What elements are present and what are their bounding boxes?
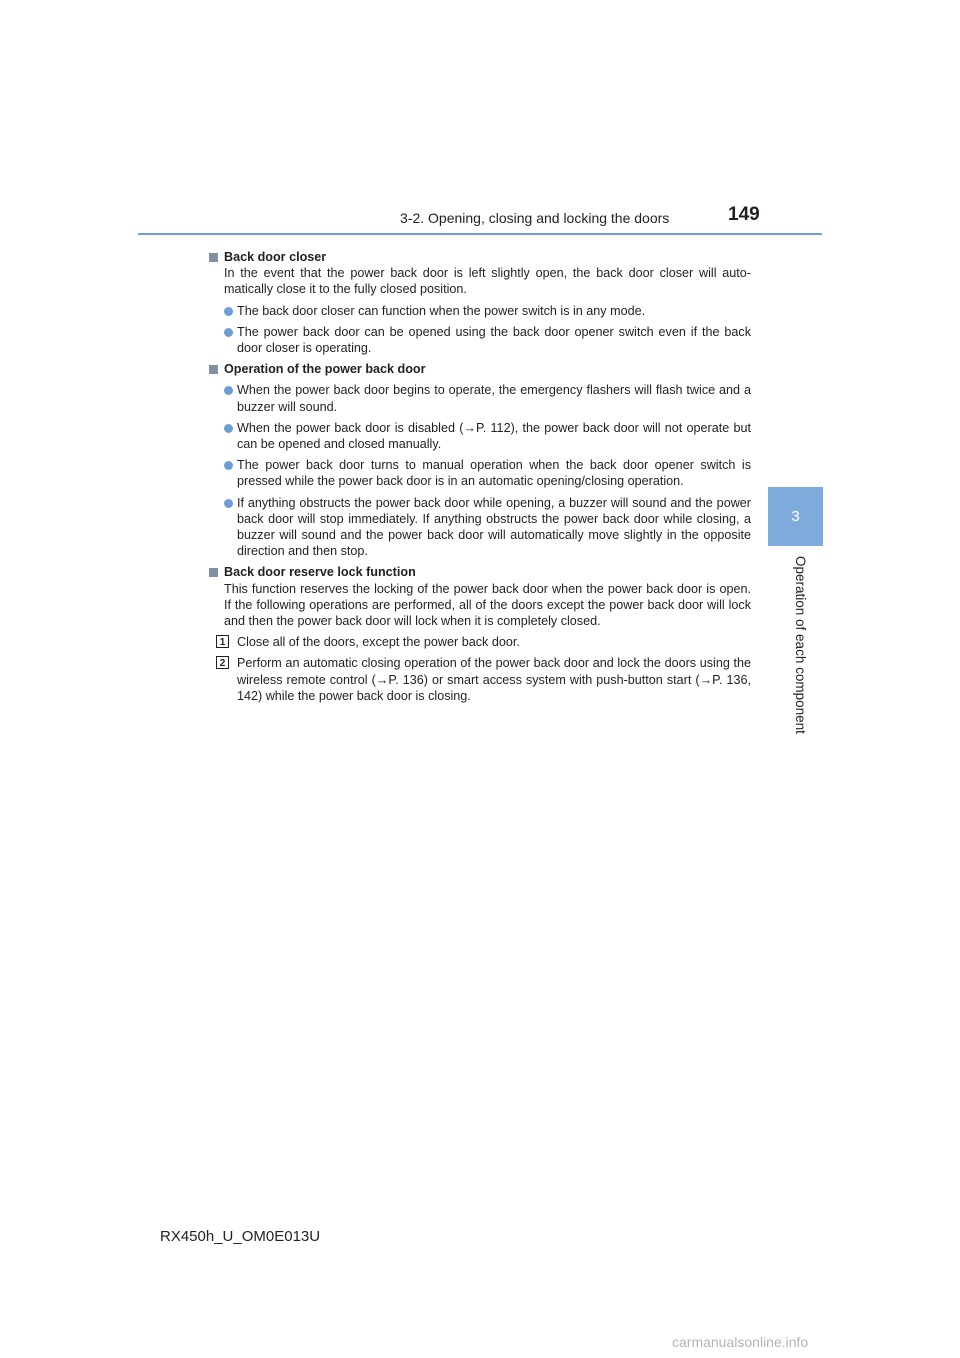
step-item: 2 Perform an automatic closing operation of the power back door and lock the doors using the wireless remote control (→P. 136) or smart access system with push-button start (→P. 136, 142) while the power back door is closing. xyxy=(208,655,751,704)
section-heading: Back door closer xyxy=(208,249,751,265)
list-item: When the power back door is disabled (→P. 112), the power back door will not operate but can be opened and closed manually. xyxy=(208,420,751,452)
list-item: When the power back door begins to operate, the emergency flashers will flash twice and a buzzer will sound. xyxy=(208,382,751,414)
step-number: 1 xyxy=(216,635,229,648)
section-intro: This function reserves the locking of the power back door when the power back door is open. If the following operations are performed, all of the doors except the power back door will lock and then the power back door will lock when it is completely closed. xyxy=(224,581,751,629)
section-intro: In the event that the power back door is left slightly open, the back door closer will auto-matically close it to the fully closed position. xyxy=(224,266,751,297)
step-number: 2 xyxy=(216,656,229,669)
chapter-title: Operation of each component xyxy=(793,556,808,734)
page-number: 149 xyxy=(728,204,760,225)
section-title: 3-2. Opening, closing and locking the doors xyxy=(400,210,670,226)
circle-bullet-icon xyxy=(224,328,233,337)
step-item: 1 Close all of the doors, except the power back door. xyxy=(208,634,751,650)
chapter-tab: 3 xyxy=(768,487,823,546)
document-code: RX450h_U_OM0E013U xyxy=(160,1228,321,1245)
circle-bullet-icon xyxy=(224,424,233,433)
square-bullet-icon xyxy=(209,568,218,577)
page-header xyxy=(138,200,822,235)
circle-bullet-icon xyxy=(224,386,233,395)
main-content xyxy=(208,244,751,704)
list-item: The back door closer can function when the power switch is in any mode. xyxy=(208,303,751,319)
section-heading: Operation of the power back door xyxy=(208,361,751,377)
square-bullet-icon xyxy=(209,253,218,262)
list-item: The power back door can be opened using the back door opener switch even if the back door closer is operating. xyxy=(208,324,751,356)
circle-bullet-icon xyxy=(224,307,233,316)
circle-bullet-icon xyxy=(224,499,233,508)
section-heading: Back door reserve lock function xyxy=(208,564,751,580)
square-bullet-icon xyxy=(209,365,218,374)
watermark: carmanualsonline.info xyxy=(672,1334,809,1350)
list-item: If anything obstructs the power back door while opening, a buzzer will sound and the power back door will stop immediately. If anything obstructs the power back door while closing, a buzzer will sound and the power back door will automatically move slightly in the opposite direction and then stop. xyxy=(208,495,751,560)
circle-bullet-icon xyxy=(224,461,233,470)
list-item: The power back door turns to manual operation when the back door opener switch is pressed while the power back door is in an automatic opening/closing operation. xyxy=(208,457,751,489)
